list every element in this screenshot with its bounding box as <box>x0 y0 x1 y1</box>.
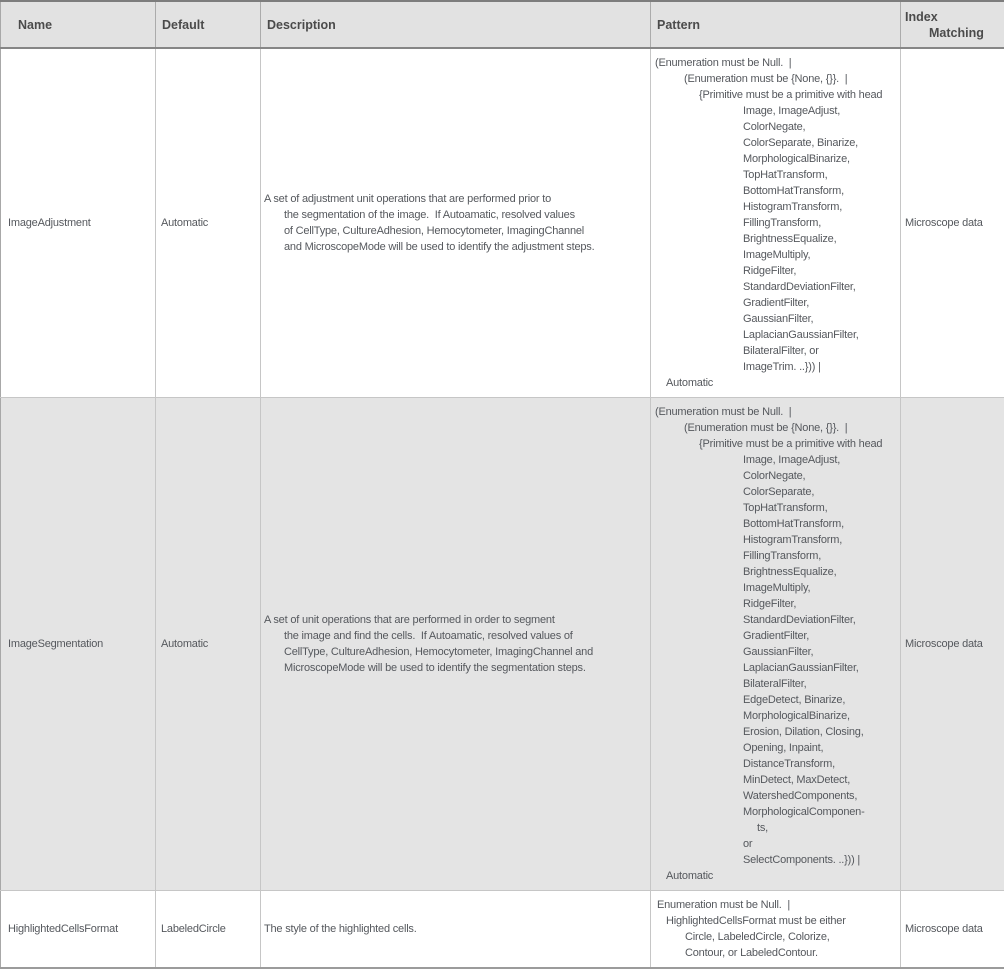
text-line: CellType, CultureAdhesion, Hemocytometer, ImagingChannel and <box>264 644 647 660</box>
text-line: MorphologicalComponen- <box>655 804 897 820</box>
text-line: or <box>655 836 897 852</box>
text-line: ColorNegate, <box>655 119 897 135</box>
text-line: Opening, Inpaint, <box>655 740 897 756</box>
option-description-cell <box>261 891 651 969</box>
text-line: LaplacianGaussianFilter, <box>655 660 897 676</box>
text-line: Image, ImageAdjust, <box>655 103 897 119</box>
header-default: Default <box>156 1 261 48</box>
text-line: of CellType, CultureAdhesion, Hemocytometer, ImagingChannel <box>264 223 647 239</box>
text-line: BottomHatTransform, <box>655 516 897 532</box>
text-line: ColorNegate, <box>655 468 897 484</box>
header-index-matching <box>901 1 1004 48</box>
text-line: ImageMultiply, <box>655 580 897 596</box>
text-line: ImageMultiply, <box>655 247 897 263</box>
text-line: Automatic <box>655 868 897 884</box>
text-line: (Enumeration must be Null. | <box>655 55 897 71</box>
option-pattern-cell <box>651 398 901 891</box>
text-line: Contour, or LabeledContour. <box>655 945 897 961</box>
text-line: Matching <box>905 25 1000 41</box>
text-line: RidgeFilter, <box>655 596 897 612</box>
text-line: A set of unit operations that are performed in order to segment <box>264 612 647 628</box>
text-line: GaussianFilter, <box>655 311 897 327</box>
text-line: MicroscopeMode will be used to identify the segmentation steps. <box>264 660 647 676</box>
text-line: The style of the highlighted cells. <box>264 921 647 937</box>
text-line: HistogramTransform, <box>655 199 897 215</box>
text-line: Circle, LabeledCircle, Colorize, <box>655 929 897 945</box>
text-line: BrightnessEqualize, <box>655 564 897 580</box>
option-pattern-cell <box>651 48 901 398</box>
text-line: MinDetect, MaxDetect, <box>655 772 897 788</box>
text-line: A set of adjustment unit operations that are performed prior to <box>264 191 647 207</box>
text-line: the segmentation of the image. If Autoamatic, resolved values <box>264 207 647 223</box>
text-line: ColorSeparate, <box>655 484 897 500</box>
text-line: ts, <box>655 820 897 836</box>
text-line: WatershedComponents, <box>655 788 897 804</box>
text-line: FillingTransform, <box>655 215 897 231</box>
option-default-cell: Automatic <box>156 398 261 891</box>
header-description: Description <box>261 1 651 48</box>
index-matching-cell: Microscope data <box>901 398 1004 891</box>
text-line: EdgeDetect, Binarize, <box>655 692 897 708</box>
text-line: DistanceTransform, <box>655 756 897 772</box>
text-line: HistogramTransform, <box>655 532 897 548</box>
text-line: StandardDeviationFilter, <box>655 279 897 295</box>
text-line: ColorSeparate, Binarize, <box>655 135 897 151</box>
option-description-cell <box>261 48 651 398</box>
text-line: {Primitive must be a primitive with head <box>655 87 897 103</box>
header-pattern: Pattern <box>651 1 901 48</box>
text-line: GaussianFilter, <box>655 644 897 660</box>
text-line: MorphologicalBinarize, <box>655 151 897 167</box>
text-line: GradientFilter, <box>655 295 897 311</box>
text-line: Automatic <box>655 375 897 391</box>
text-line: Enumeration must be Null. | <box>655 897 897 913</box>
text-line: HighlightedCellsFormat must be either <box>655 913 897 929</box>
table-row <box>1 398 1004 891</box>
text-line: StandardDeviationFilter, <box>655 612 897 628</box>
option-name-cell: HighlightedCellsFormat <box>1 891 156 969</box>
text-line: RidgeFilter, <box>655 263 897 279</box>
index-matching-cell: Microscope data <box>901 48 1004 398</box>
table-body <box>1 48 1004 968</box>
text-line: SelectComponents. ..})) | <box>655 852 897 868</box>
option-pattern-cell <box>651 891 901 969</box>
text-line: the image and find the cells. If Autoamatic, resolved values of <box>264 628 647 644</box>
text-line: (Enumeration must be {None, {}}. | <box>655 420 897 436</box>
text-line: GradientFilter, <box>655 628 897 644</box>
header-row <box>1 1 1004 48</box>
text-line: ImageTrim. ..})) | <box>655 359 897 375</box>
text-line: MorphologicalBinarize, <box>655 708 897 724</box>
text-line: TopHatTransform, <box>655 500 897 516</box>
text-line: BrightnessEqualize, <box>655 231 897 247</box>
header-name: Name <box>1 1 156 48</box>
text-line: Index <box>905 9 1000 25</box>
text-line: FillingTransform, <box>655 548 897 564</box>
text-line: BottomHatTransform, <box>655 183 897 199</box>
text-line: {Primitive must be a primitive with head <box>655 436 897 452</box>
option-name-cell: ImageAdjustment <box>1 48 156 398</box>
text-line: (Enumeration must be Null. | <box>655 404 897 420</box>
option-default-cell: LabeledCircle <box>156 891 261 969</box>
text-line: BilateralFilter, or <box>655 343 897 359</box>
text-line: LaplacianGaussianFilter, <box>655 327 897 343</box>
text-line: BilateralFilter, <box>655 676 897 692</box>
option-name-cell: ImageSegmentation <box>1 398 156 891</box>
text-line: Image, ImageAdjust, <box>655 452 897 468</box>
text-line: Erosion, Dilation, Closing, <box>655 724 897 740</box>
text-line: and MicroscopeMode will be used to identify the adjustment steps. <box>264 239 647 255</box>
index-matching-cell: Microscope data <box>901 891 1004 969</box>
option-default-cell: Automatic <box>156 48 261 398</box>
text-line: TopHatTransform, <box>655 167 897 183</box>
table-row <box>1 48 1004 398</box>
option-description-cell <box>261 398 651 891</box>
table-row <box>1 891 1004 969</box>
text-line: (Enumeration must be {None, {}}. | <box>655 71 897 87</box>
